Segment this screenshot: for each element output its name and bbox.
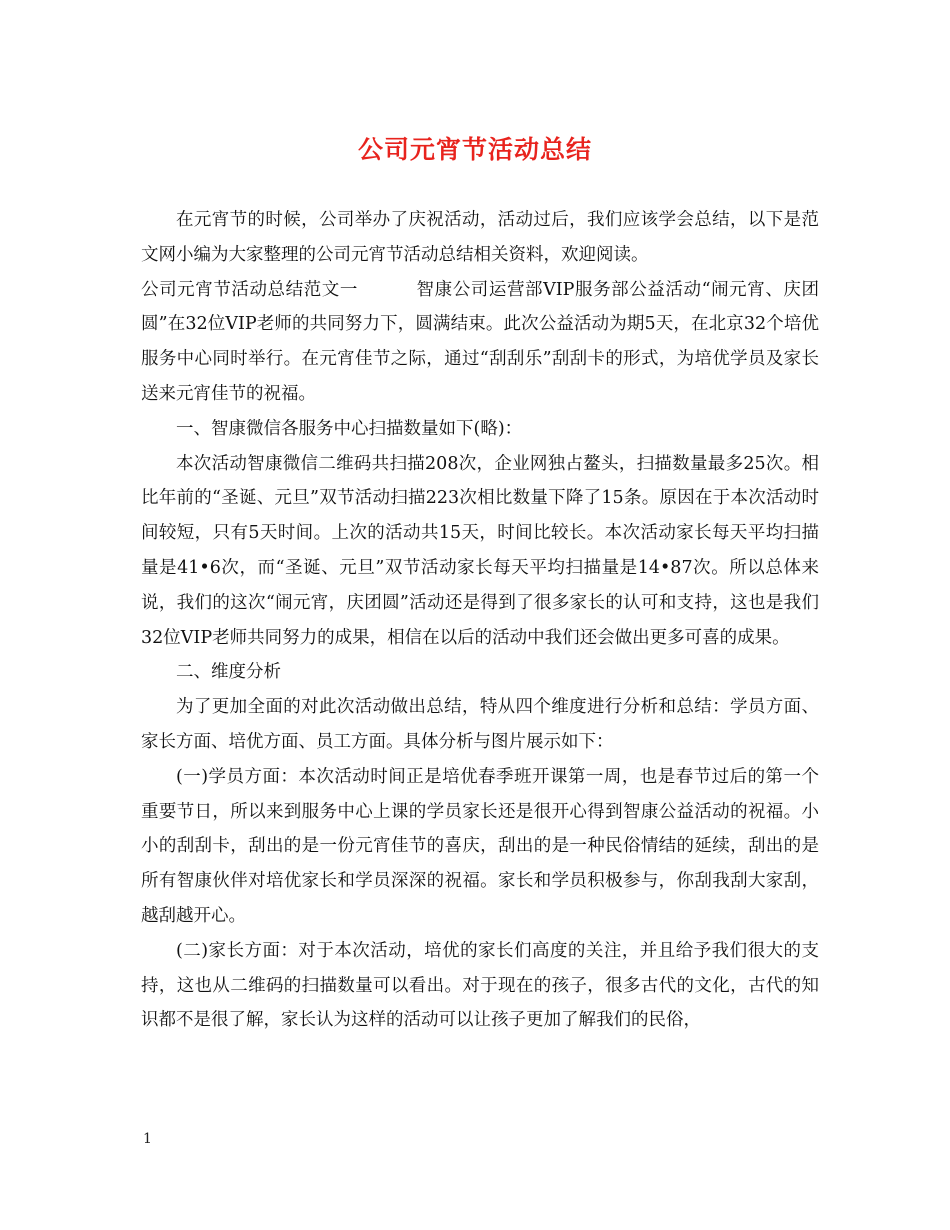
parents-aspect-paragraph: (二)家长方面：对于本次活动，培优的家长们高度的关注，并且给予我们很大的支持，这也从二维码的扫描数量可以看出。对于现在的孩子，很多古代的文化，古代的知识都不是很了解，家长认为这样的活动可以让孩子更加了解我们的民俗， — [141, 940, 819, 1031]
dimension-analysis-paragraph: 为了更加全面的对此次活动做出总结，特从四个维度进行分析和总结：学员方面、家长方面、培优方面、员工方面。具体分析与图片展示如下： — [141, 697, 819, 752]
section-two-heading: 二、维度分析 — [176, 662, 281, 683]
sample-one-paragraph — [141, 273, 819, 412]
students-aspect-paragraph: (一)学员方面：本次活动时间正是培优春季班开课第一周，也是春节过后的第一个重要节日，所以来到服务中心上课的学员家长还是很开心得到智康公益活动的祝福。小小的刮刮卡，刮出的是一份元宵佳节的喜庆，刮出的是一种民俗情结的延续，刮出的是所有智康伙伴对培优家长和学员深深的祝福。家长和学员积极参与，你刮我刮大家刮，越刮越开心。 — [141, 766, 819, 926]
section-one-heading: 一、智康微信各服务中心扫描数量如下(略)： — [176, 418, 523, 439]
sample-one-heading: 公司元宵节活动总结范文一 — [141, 279, 358, 300]
document-title: 公司元宵节活动总结 — [357, 135, 592, 164]
intro-paragraph: 在元宵节的时候，公司举办了庆祝活动，活动过后，我们应该学会总结，以下是范文网小编为大家整理的公司元宵节活动总结相关资料，欢迎阅读。 — [141, 210, 819, 265]
sample-one-text: 智康公司运营部VIP服务部公益活动“闹元宵、庆团圆”在32位VIP老师的共同努力下，圆满结束。此次公益活动为期5天，在北京32个培优服务中心同时举行。在元宵佳节之际，通过“刮刮乐”刮刮卡的形式，为培优学员及家长送来元宵佳节的祝福。 — [141, 279, 819, 404]
page-number: 1 — [143, 1131, 152, 1147]
document-body — [141, 203, 819, 1038]
scan-statistics-paragraph: 本次活动智康微信二维码共扫描208次，企业网独占鳌头，扫描数量最多25次。相比年前的“圣诞、元旦”双节活动扫描223次相比数量下降了15条。原因在于本次活动时间较短，只有5天时间。上次的活动共15天，时间比较长。本次活动家长每天平均扫描量是41•6次，而“圣诞、元旦”双节活动家长每天平均扫描量是14•87次。所以总体来说，我们的这次“闹元宵，庆团圆”活动还是得到了很多家长的认可和支持，这也是我们32位VIP老师共同努力的成果，相信在以后的活动中我们还会做出更多可喜的成果。 — [141, 453, 819, 648]
